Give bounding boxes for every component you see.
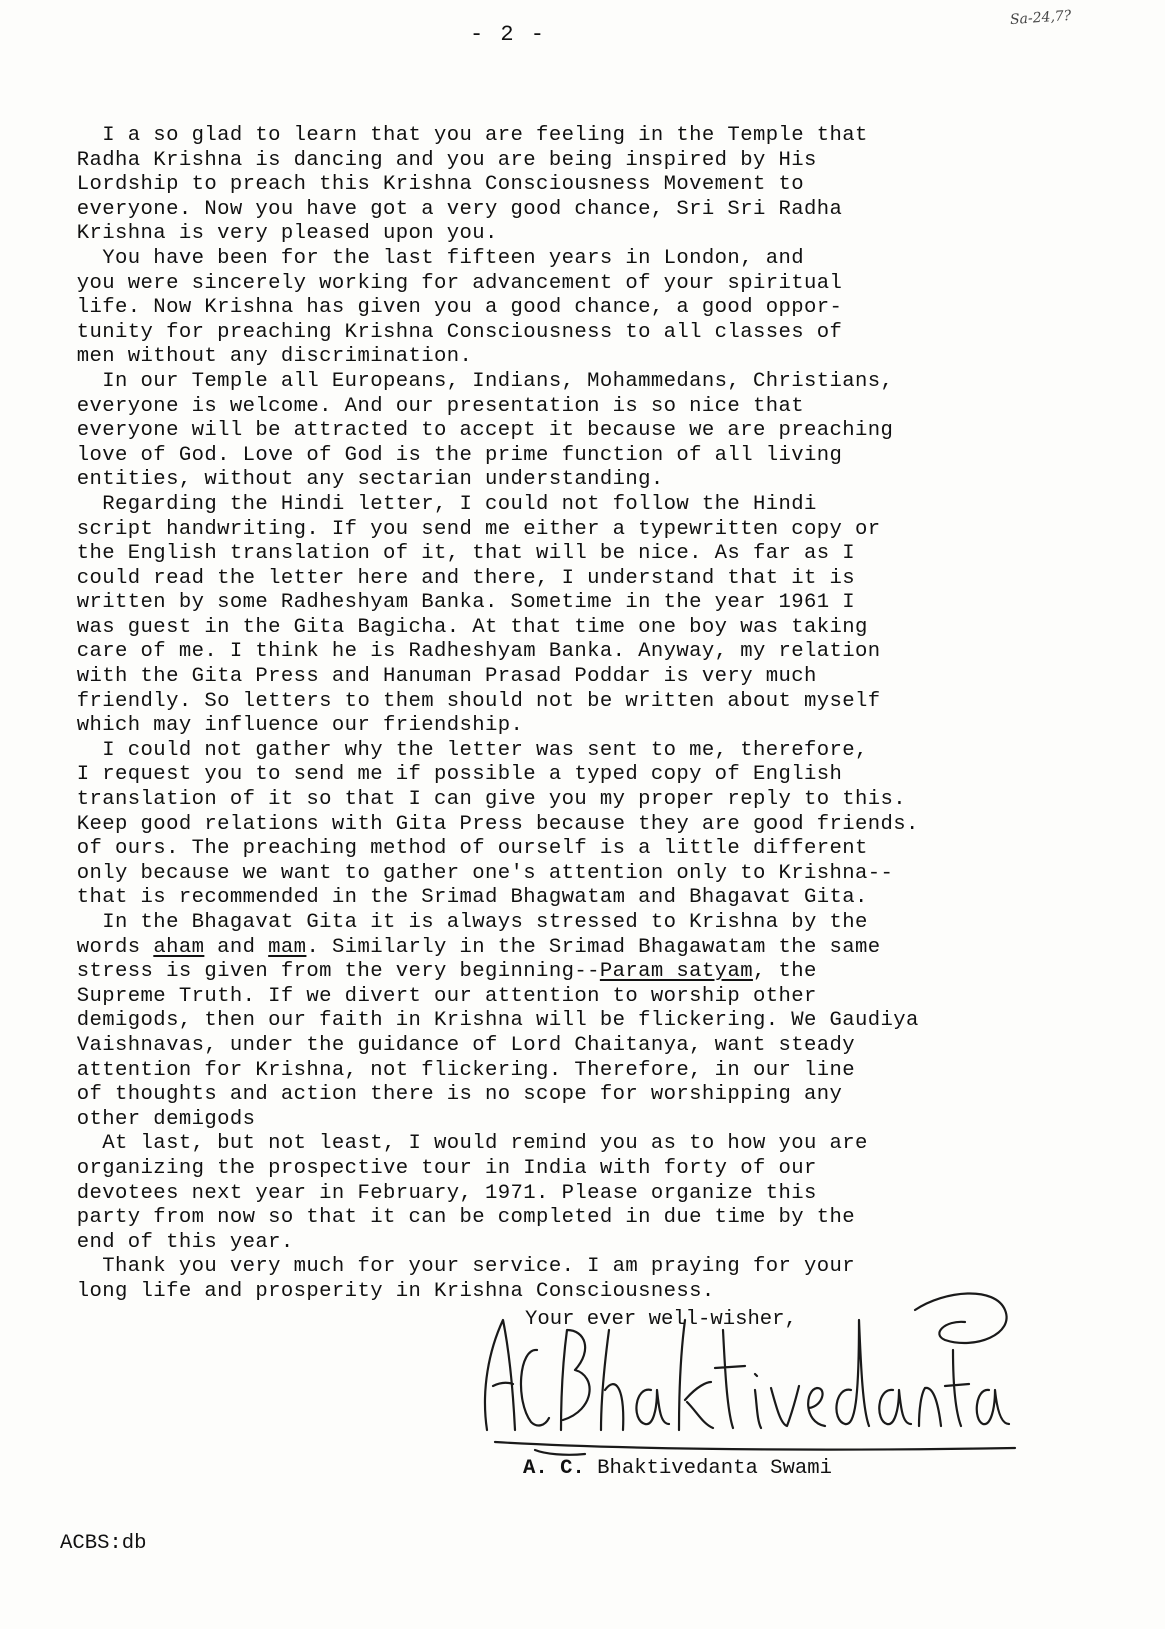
body-line: Vaishnavas, under the guidance of Lord Chaitanya, want steady [64, 1033, 856, 1057]
body-line: script handwriting. If you send me either a typewritten copy or [64, 517, 881, 541]
handwritten-date-annotation: Sa-24,7? [1009, 7, 1072, 29]
body-line: Lordship to preach this Krishna Consciousness Movement to [64, 173, 804, 197]
body-line: written by some Radheshyam Banka. Sometime in the year 1961 I [64, 591, 856, 615]
body-line: end of this year. [64, 1230, 294, 1254]
body-line: men without any discrimination. [64, 345, 473, 369]
body-line: translation of it so that I can give you my proper reply to this. [64, 788, 907, 812]
body-text-segment: and [204, 935, 269, 959]
body-line: other demigods [64, 1107, 256, 1131]
body-line: everyone will be attracted to accept it because we are preaching [64, 419, 894, 443]
body-line: Radha Krishna is dancing and you are being inspired by His [64, 148, 817, 172]
body-line: which may influence our friendship. [64, 714, 524, 738]
body-line: organizing the prospective tour in India with forty of our [64, 1156, 817, 1180]
body-line: care of me. I think he is Radheshyam Banka. Anyway, my relation [64, 640, 881, 664]
body-line: of thoughts and action there is no scope for worshipping any [64, 1083, 843, 1107]
body-line: entities, without any sectarian understanding. [64, 468, 664, 492]
letter-body [64, 124, 1064, 1305]
body-text-segment: . Similarly in the Srimad Bhagawatam the same [306, 935, 881, 959]
body-line: only because we want to gather one's attention only to Krishna-- [64, 861, 894, 885]
body-line: In the Bhagavat Gita it is always stressed to Krishna by the [64, 911, 868, 934]
body-line: could read the letter here and there, I understand that it is [64, 566, 856, 590]
body-line: demigods, then our faith in Krishna will be flickering. We Gaudiya [64, 1009, 919, 1033]
body-line: Thank you very much for your service. I am praying for your [64, 1255, 856, 1279]
body-line: everyone. Now you have got a very good chance, Sri Sri Radha [64, 197, 843, 221]
underlined-term: Param satyam [599, 960, 753, 984]
body-line: Regarding the Hindi letter, I could not follow the Hindi [64, 492, 817, 516]
body-line: party from now so that it can be completed in due time by the [64, 1206, 856, 1230]
body-line: At last, but not least, I would remind you as to how you are [64, 1132, 868, 1156]
body-line: Keep good relations with Gita Press because they are good friends. [64, 812, 919, 836]
body-line: I request you to send me if possible a typed copy of English [64, 763, 843, 787]
signer-initials: A. C. [523, 1457, 585, 1480]
body-text-segment: , the [752, 960, 817, 984]
body-line: of ours. The preaching method of ourself is a little different [64, 837, 868, 861]
body-line: everyone is welcome. And our presentation is so nice that [64, 394, 804, 418]
body-line: attention for Krishna, not flickering. Therefore, in our line [64, 1058, 856, 1082]
body-line: friendly. So letters to them should not be written about myself [64, 689, 881, 713]
body-line: devotees next year in February, 1971. Please organize this [64, 1181, 817, 1205]
body-line: I a so glad to learn that you are feeling in the Temple that [64, 124, 868, 147]
body-line: You have been for the last fifteen years in London, and [64, 246, 804, 270]
body-line: tunity for preaching Krishna Consciousness to all classes of [64, 320, 843, 344]
body-line: was guest in the Gita Bagicha. At that time one boy was taking [64, 615, 868, 639]
body-line: love of God. Love of God is the prime function of all living [64, 443, 843, 467]
body-line: Krishna is very pleased upon you. [64, 222, 498, 246]
body-line: Supreme Truth. If we divert our attention to worship other [64, 984, 817, 1008]
page-number: - 2 - [470, 22, 547, 47]
body-line: life. Now Krishna has given you a good chance, a good oppor- [64, 296, 843, 320]
underlined-term: aham [153, 935, 205, 959]
signer-surname: Bhaktivedanta Swami [584, 1457, 832, 1480]
body-line: with the Gita Press and Hanuman Prasad Poddar is very much [64, 665, 817, 689]
body-line: long life and prosperity in Krishna Consciousness. [64, 1279, 715, 1303]
underlined-term: mam [268, 935, 307, 959]
body-line: that is recommended in the Srimad Bhagwatam and Bhagavat Gita. [64, 886, 868, 910]
body-line [64, 936, 1064, 961]
body-text-segment: words [64, 935, 154, 959]
signer-name [523, 1457, 832, 1480]
body-line: I could not gather why the letter was sent to me, therefore, [64, 738, 868, 762]
reference-initials: ACBS:db [60, 1532, 147, 1555]
body-line [64, 960, 1064, 985]
body-line: you were sincerely working for advancement of your spiritual [64, 271, 843, 295]
body-line: In our Temple all Europeans, Indians, Mohammedans, Christians, [64, 369, 894, 393]
closing-salutation: Your ever well-wisher, [525, 1308, 797, 1331]
body-text-segment: stress is given from the very beginning-- [64, 960, 600, 984]
body-line: the English translation of it, that will be nice. As far as I [64, 542, 856, 566]
